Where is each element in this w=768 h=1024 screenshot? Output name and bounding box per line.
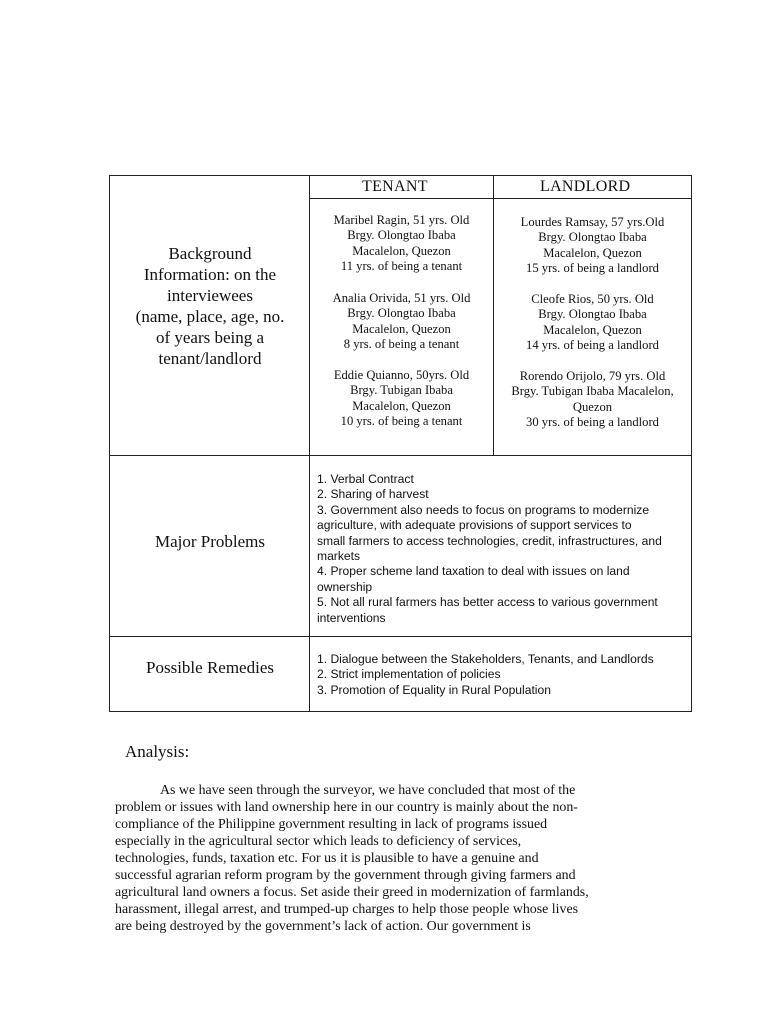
list-item: 4. Proper scheme land taxation to deal with issues on land — [317, 564, 630, 579]
list-item: 3. Government also needs to focus on programs to modernize — [317, 502, 650, 517]
landlord-years: 15 yrs. of being a landlord — [526, 261, 659, 276]
paragraph-line: compliance of the Philippine government resulting in lack of programs issued — [115, 817, 548, 832]
landlord-name: Cleofe Rios, 50 yrs. Old — [531, 292, 654, 306]
landlord-name: Rorendo Orijolo, 79 yrs. Old — [519, 369, 666, 383]
analysis-paragraph — [115, 782, 589, 935]
paragraph-line: As we have seen through the surveyor, we have concluded that most of the — [160, 783, 576, 798]
tenant-town: Macalelon, Quezon — [352, 243, 451, 258]
list-item: interventions — [317, 610, 386, 625]
tenant-entry — [310, 291, 493, 353]
tenant-years: 8 yrs. of being a tenant — [343, 337, 460, 352]
list-item: 1. Dialogue between the Stakeholders, Tenants, and Landlords — [317, 652, 654, 666]
landlord-town: Macalelon, Quezon — [543, 245, 642, 260]
list-item: ownership — [317, 579, 373, 594]
tenant-name: Maribel Ragin, 51 yrs. Old — [333, 213, 470, 227]
landlord-town: Macalelon, Quezon — [543, 322, 642, 337]
list-item: 2. Strict implementation of policies — [317, 667, 501, 682]
background-label-line: (name, place, age, no. — [135, 307, 285, 326]
tenant-barangay: Brgy. Tubigan Ibaba — [350, 383, 453, 398]
landlord-entry — [494, 292, 691, 354]
background-label-line: Information: on the — [143, 265, 277, 284]
list-item: 1. Verbal Contract — [317, 472, 414, 486]
tenant-barangay: Brgy. Olongtao Ibaba — [347, 228, 456, 243]
tenant-town: Macalelon, Quezon — [352, 398, 451, 413]
list-item: 2. Sharing of harvest — [317, 487, 429, 502]
landlord-name: Lourdes Ramsay, 57 yrs.Old — [520, 215, 665, 229]
possible-remedies-label: Possible Remedies — [146, 658, 274, 677]
tenant-barangay: Brgy. Olongtao Ibaba — [347, 306, 456, 321]
paragraph-line: technologies, funds, taxation etc. For us it is plausible to have a genuine and — [115, 851, 539, 866]
landlord-barangay: Brgy. Olongtao Ibaba — [538, 230, 647, 245]
list-item: 3. Promotion of Equality in Rural Population — [317, 682, 551, 697]
tenant-header: TENANT — [362, 178, 428, 195]
major-problems-label: Major Problems — [154, 532, 266, 551]
landlord-years: 30 yrs. of being a landlord — [526, 415, 659, 430]
list-item: markets — [317, 549, 361, 564]
possible-remedies-list — [317, 652, 654, 698]
tenant-name: Analia Orivida, 51 yrs. Old — [332, 291, 471, 305]
landlord-entry — [494, 369, 691, 431]
tenant-town: Macalelon, Quezon — [352, 321, 451, 336]
landlord-years: 14 yrs. of being a landlord — [526, 338, 659, 353]
landlord-header: LANDLORD — [540, 178, 631, 195]
paragraph-line: especially in the agricultural sector which leads to deficiency of services, — [115, 834, 522, 849]
list-item: agriculture, with adequate provisions of support services to — [317, 518, 632, 533]
tenant-name: Eddie Quianno, 50yrs. Old — [333, 368, 470, 382]
list-item: small farmers to access technologies, credit, infrastructures, and — [317, 533, 662, 548]
tenant-entry — [310, 213, 493, 275]
landlord-town: Quezon — [572, 399, 613, 414]
paragraph-line: harassment, illegal arrest, and trumped-up charges to help those people whose lives — [115, 902, 579, 917]
paragraph-line: are being destroyed by the government’s lack of action. Our government is — [115, 919, 531, 934]
major-problems-list — [317, 472, 662, 626]
background-label-line: of years being a — [155, 328, 265, 347]
paragraph-line: successful agrarian reform program by the government through giving farmers and — [115, 868, 576, 883]
tenant-years: 10 yrs. of being a tenant — [340, 414, 463, 429]
landlord-entry — [494, 215, 691, 277]
landlord-barangay: Brgy. Olongtao Ibaba — [538, 307, 647, 322]
analysis-heading: Analysis: — [125, 742, 190, 761]
tenant-years: 11 yrs. of being a tenant — [340, 259, 463, 274]
background-label-line: Background — [168, 244, 252, 263]
background-info-label — [110, 243, 310, 369]
paragraph-line: problem or issues with land ownership here in our country is mainly about the non- — [115, 800, 578, 815]
background-label-line: tenant/landlord — [158, 349, 262, 368]
list-item: 5. Not all rural farmers has better access to various government — [317, 595, 658, 610]
tenant-entry — [310, 368, 493, 430]
background-label-line: interviewees — [167, 286, 253, 305]
landlord-barangay: Brgy. Tubigan Ibaba Macalelon, — [511, 384, 674, 399]
paragraph-line: agricultural land owners a focus. Set aside their greed in modernization of farmlands, — [115, 885, 589, 900]
